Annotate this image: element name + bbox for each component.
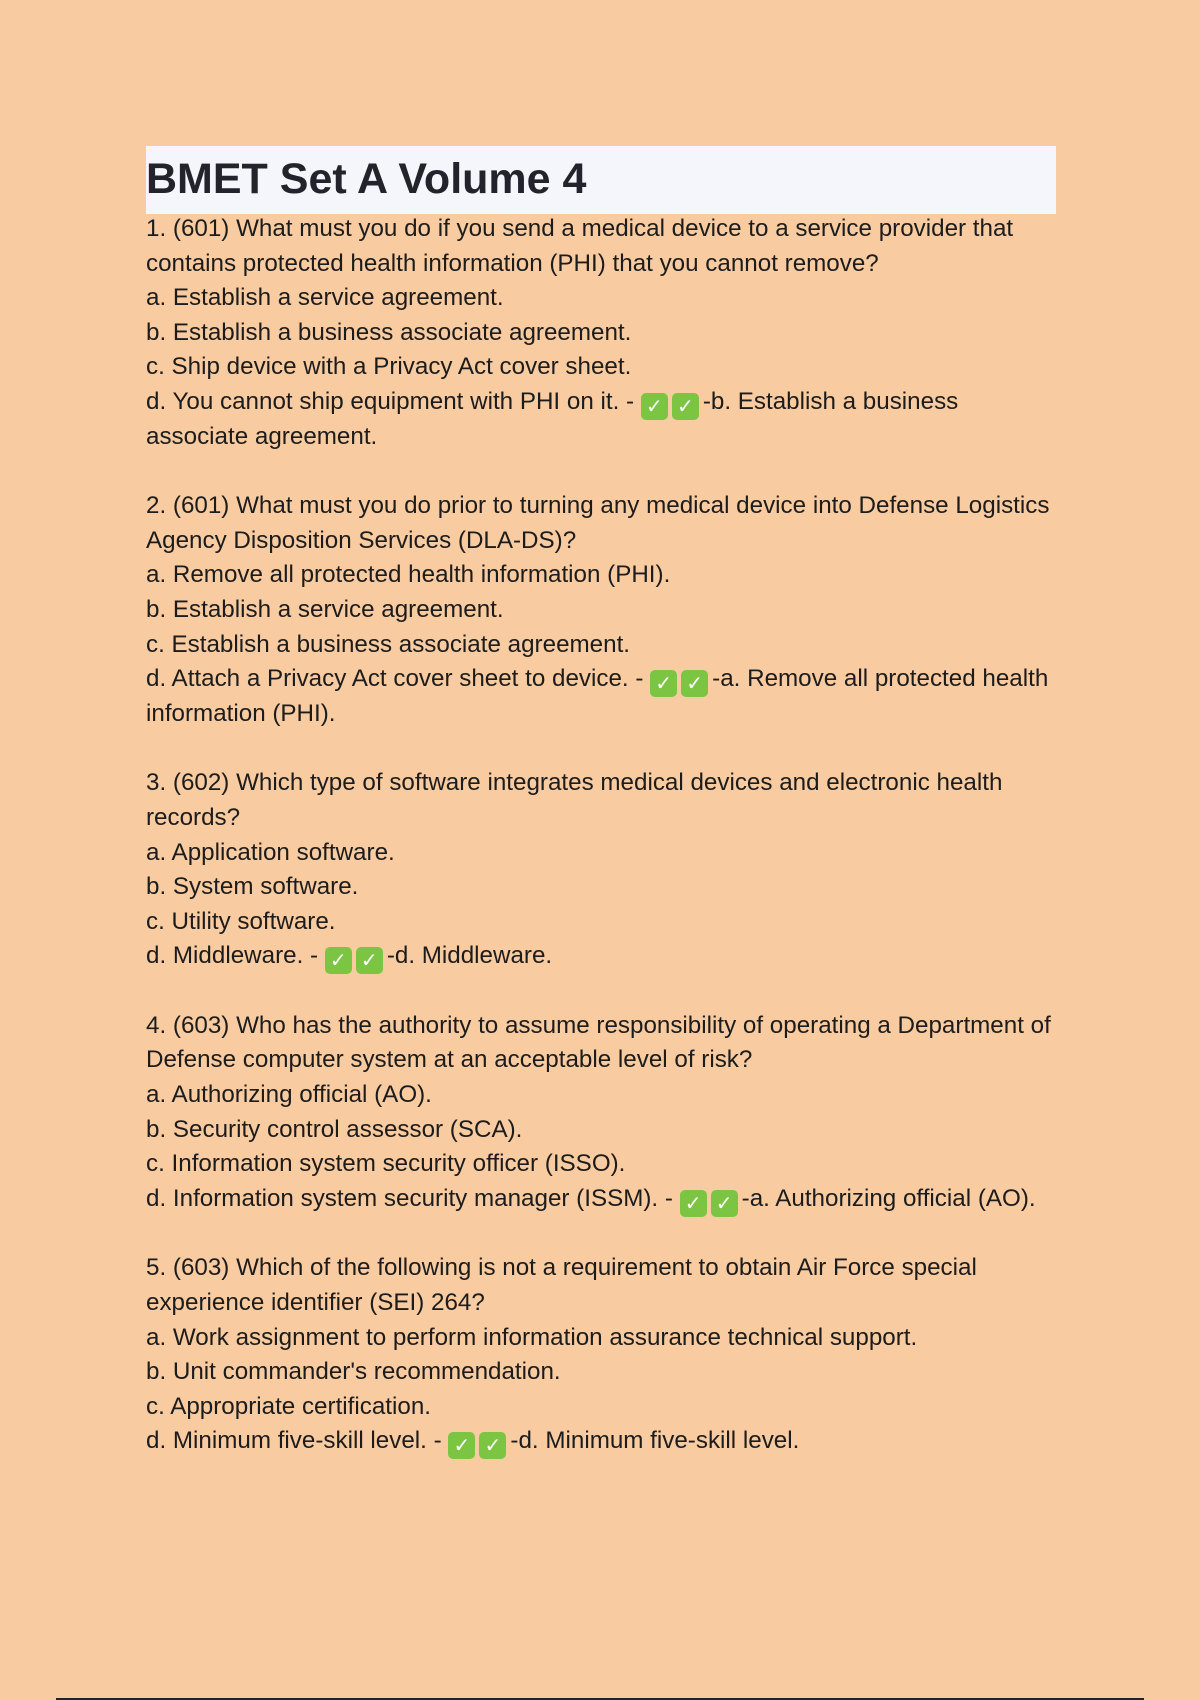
question-1 bbox=[146, 212, 1066, 455]
option-d: d. Attach a Privacy Act cover sheet to device. - bbox=[146, 665, 644, 693]
check-mark-icon: ✓ bbox=[641, 393, 668, 420]
option-c: c. Information system security officer (ISSO). bbox=[146, 1150, 626, 1178]
question-text: 1. (601) What must you do if you send a medical device to a service provider that contains protected health information (PHI) that you cannot remove? bbox=[146, 215, 1014, 277]
option-d: d. Information system security manager (ISSM). - bbox=[146, 1184, 673, 1212]
answer-check-marks bbox=[325, 939, 387, 974]
answer-text: -b. Establish a business associate agreement. bbox=[146, 387, 959, 450]
option-a: a. Application software. bbox=[146, 838, 395, 866]
question-5 bbox=[146, 1251, 1066, 1459]
option-a: a. Remove all protected health information (PHI). bbox=[146, 561, 671, 589]
option-d-with-answer bbox=[146, 1182, 1066, 1217]
check-mark-icon: ✓ bbox=[681, 670, 708, 697]
option-c: c. Ship device with a Privacy Act cover sheet. bbox=[146, 353, 632, 381]
option-d: d. Minimum five-skill level. - bbox=[146, 1427, 442, 1455]
answer-check-marks bbox=[680, 1182, 742, 1217]
option-a: a. Work assignment to perform information assurance technical support. bbox=[146, 1323, 918, 1351]
option-d-with-answer bbox=[146, 1424, 1066, 1459]
check-mark-icon: ✓ bbox=[356, 947, 383, 974]
question-2 bbox=[146, 489, 1066, 732]
option-b: b. Unit commander's recommendation. bbox=[146, 1358, 561, 1386]
answer-text: -a. Remove all protected health information (PHI). bbox=[146, 665, 1049, 728]
option-c: c. Establish a business associate agreement. bbox=[146, 630, 631, 658]
check-mark-icon: ✓ bbox=[680, 1190, 707, 1217]
question-3 bbox=[146, 766, 1066, 974]
option-b: b. Security control assessor (SCA). bbox=[146, 1115, 523, 1143]
option-c: c. Utility software. bbox=[146, 907, 336, 935]
check-mark-icon: ✓ bbox=[711, 1190, 738, 1217]
answer-check-marks bbox=[641, 385, 703, 420]
answer-text: -a. Authorizing official (AO). bbox=[741, 1184, 1036, 1212]
question-4 bbox=[146, 1009, 1066, 1217]
question-text: 3. (602) Which type of software integrates medical devices and electronic health records? bbox=[146, 769, 1003, 831]
check-mark-icon: ✓ bbox=[672, 393, 699, 420]
option-d-with-answer bbox=[146, 939, 1066, 974]
check-mark-icon: ✓ bbox=[448, 1432, 475, 1459]
option-d: d. You cannot ship equipment with PHI on it. - bbox=[146, 387, 635, 415]
answer-check-marks bbox=[650, 662, 712, 697]
option-b: b. System software. bbox=[146, 873, 359, 901]
option-d-with-answer bbox=[146, 385, 1066, 455]
check-mark-icon: ✓ bbox=[650, 670, 677, 697]
check-mark-icon: ✓ bbox=[325, 947, 352, 974]
answer-text: -d. Middleware. bbox=[386, 942, 553, 970]
option-b: b. Establish a service agreement. bbox=[146, 595, 504, 623]
question-list bbox=[146, 212, 1066, 1494]
option-d-with-answer bbox=[146, 662, 1066, 732]
option-a: a. Establish a service agreement. bbox=[146, 284, 504, 312]
option-a: a. Authorizing official (AO). bbox=[146, 1081, 432, 1109]
page-title: BMET Set A Volume 4 bbox=[146, 146, 1056, 214]
question-text: 5. (603) Which of the following is not a requirement to obtain Air Force special experience identifier (SEI) 264? bbox=[146, 1254, 977, 1317]
check-mark-icon: ✓ bbox=[479, 1432, 506, 1459]
question-text: 4. (603) Who has the authority to assume responsibility of operating a Department of Defense computer system at an acceptable level of risk? bbox=[146, 1011, 1051, 1074]
option-c: c. Appropriate certification. bbox=[146, 1392, 432, 1420]
option-d: d. Middleware. - bbox=[146, 942, 319, 970]
question-text: 2. (601) What must you do prior to turning any medical device into Defense Logistics Agency Disposition Services (DLA-DS)? bbox=[146, 492, 1050, 554]
answer-text: -d. Minimum five-skill level. bbox=[510, 1427, 800, 1455]
answer-check-marks bbox=[448, 1424, 510, 1459]
option-b: b. Establish a business associate agreement. bbox=[146, 318, 632, 346]
